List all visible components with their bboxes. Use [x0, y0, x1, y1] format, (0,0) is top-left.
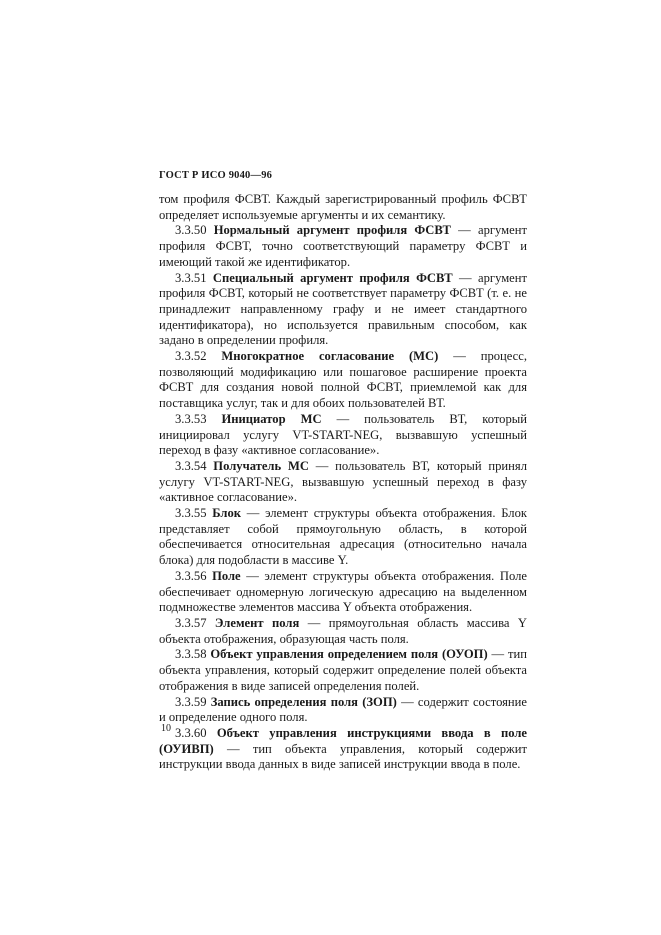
clause-number: 3.3.53 [175, 411, 207, 426]
clause-number: 3.3.52 [175, 349, 207, 364]
paragraph [159, 459, 527, 506]
clause-number: 3.3.51 [175, 270, 207, 285]
definition: — тип объекта управления, который содержит инструкции ввода данных в виде записей инструкции ввода в поле. [159, 741, 527, 772]
term: Многократное согласование (МС) [221, 349, 439, 364]
term: Запись определения поля (ЗОП) [210, 694, 397, 709]
definition: — тип объекта управления, который содержит определение полей объекта отображения в виде записей определения полей. [159, 647, 527, 693]
definition: — содержит состояние и определение одного поля. [159, 694, 527, 725]
term: Нормальный аргумент профиля ФСВТ [213, 223, 451, 238]
clause-number: 3.3.60 [175, 725, 207, 740]
term: Инициатор МС [221, 411, 322, 426]
document-body [159, 192, 527, 773]
paragraph [159, 223, 527, 270]
paragraph [159, 349, 527, 412]
paragraph [159, 506, 527, 569]
term: Поле [212, 568, 241, 583]
clause-number: 3.3.56 [175, 568, 207, 583]
definition: — элемент структуры объекта отображения. Блок представляет собой прямоугольную область, в которой обеспечивается относительная адресация (относительно начала блока) для подобласти в массиве Y. [159, 506, 527, 568]
clause-number: 3.3.55 [175, 506, 207, 521]
paragraph [159, 192, 527, 223]
clause-number: 3.3.58 [175, 647, 207, 662]
definition: — аргумент профиля ФСВТ, точно соответствующий параметру ФСВТ и имеющий такой же идентификатор. [159, 223, 527, 269]
term: Объект управления определением поля (ОУОП) [210, 647, 488, 662]
paragraph [159, 569, 527, 616]
paragraph [159, 271, 527, 350]
clause-number: 3.3.59 [175, 694, 207, 709]
paragraph [159, 412, 527, 459]
page-number: 10 [161, 723, 171, 734]
clause-number: 3.3.50 [175, 223, 207, 238]
paragraph-text: том профиля ФСВТ. Каждый зарегистрированный профиль ФСВТ определяет используемые аргументы и их семантику. [159, 192, 527, 222]
definition: — элемент структуры объекта отображения. Поле обеспечивает одномерную логическую адресацию на выделенном подмножестве элементов массива Y объекта отображения. [159, 568, 527, 615]
term: Элемент поля [214, 615, 300, 630]
document-header: ГОСТ Р ИСО 9040—96 [159, 170, 273, 181]
term: Получатель МС [213, 458, 309, 473]
paragraph [159, 616, 527, 647]
term: Специальный аргумент профиля ФСВТ [212, 270, 453, 285]
clause-number: 3.3.57 [175, 615, 207, 630]
definition: — процесс, позволяющий модификацию или пошаговое расширение проекта ФСВТ для создания новой полной ФСВТ, приемлемой как для поставщика услуг, так и для обоих пользователей ВТ. [159, 349, 528, 411]
definition: — пользователь ВТ, который инициировал услугу VT-START-NEG, вызвавшую успешный переход в фазу «активное согласование». [159, 411, 527, 458]
term: Объект управления инструкциями ввода в поле (ОУИВП) [159, 725, 527, 756]
clause-number: 3.3.54 [175, 458, 207, 473]
definition: — прямоугольная область массива Y объекта отображения, образующая часть поля. [159, 615, 528, 646]
definition: — аргумент профиля ФСВТ, который не соответствует параметру ФСВТ (т. е. не принадлежит направленному графу и не имеет стандартного идентификатора), но используется правильным способом, как задано в определении профиля. [159, 270, 528, 348]
paragraph [159, 647, 527, 694]
term: Блок [212, 506, 242, 521]
paragraph [159, 726, 527, 773]
definition: — пользователь ВТ, который принял услугу VT-START-NEG, вызвавшую успешный переход в фазу «активное согласование». [159, 458, 527, 505]
paragraph [159, 695, 527, 726]
